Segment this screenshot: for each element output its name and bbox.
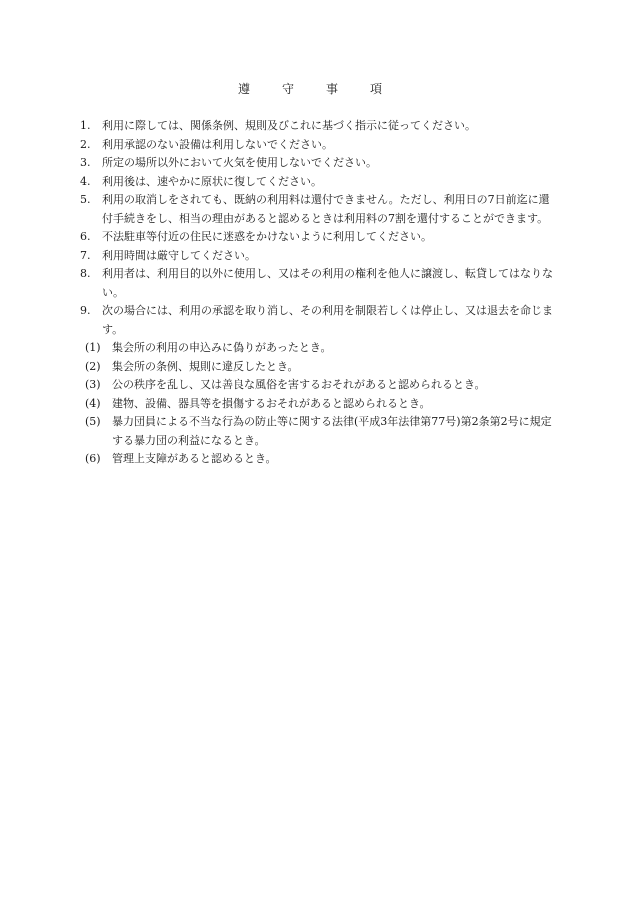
rule-item xyxy=(80,136,555,155)
document-title: 遵 守 事 項 xyxy=(237,82,392,96)
rule-text: 利用に際しては、関係条例、規則及びこれに基づく指示に従ってください。 xyxy=(102,119,476,132)
rule-text: 利用時間は厳守してください。 xyxy=(102,248,256,262)
sub-rule-number: (5) xyxy=(85,415,101,428)
rule-item xyxy=(80,191,555,228)
sub-rule-text: 集会所の条例、規則に違反したとき。 xyxy=(112,359,299,373)
rules-list xyxy=(80,117,555,469)
sub-rule-number: (3) xyxy=(85,378,101,391)
rule-number: 5. xyxy=(80,193,91,206)
rule-item xyxy=(80,173,555,192)
rule-text: 利用承認のない設備は利用しないでください。 xyxy=(102,137,333,151)
sub-rule-number: (2) xyxy=(85,359,101,373)
rule-number: 9. xyxy=(80,304,91,317)
rule-number: 2. xyxy=(80,137,91,151)
rule-text: 利用者は、利用目的以外に使用し、又はその利用の権利を他人に譲渡し、転貸してはなりない。 xyxy=(102,267,553,299)
sub-rule-text: 暴力団員による不当な行為の防止等に関する法律(平成3年法律第77号)第2条第2号に規定する暴力団の利益になるとき。 xyxy=(112,415,552,447)
rule-number: 6. xyxy=(80,230,91,243)
sub-rule-number: (6) xyxy=(85,452,101,465)
sub-rule-item xyxy=(85,413,555,450)
rule-item xyxy=(80,228,555,247)
rule-item xyxy=(80,247,555,266)
rule-text: 利用後は、速やかに原状に復してください。 xyxy=(102,174,322,188)
rule-text: 不法駐車等付近の住民に迷惑をかけないように利用してください。 xyxy=(102,230,432,243)
sub-rule-item xyxy=(85,339,555,358)
sub-rule-item xyxy=(85,376,555,395)
sub-rule-item xyxy=(85,395,555,414)
rule-number: 3. xyxy=(80,156,91,169)
rule-text: 利用の取消しをされても、既納の利用料は還付できません。ただし、利用日の7日前迄に還付手続きをし、相当の理由があると認めるときは利用料の7割を還付することができます。 xyxy=(102,193,550,225)
rule-text: 次の場合には、利用の承認を取り消し、その利用を制限若しくは停止し、又は退去を命じます。 xyxy=(102,304,553,336)
sub-rule-item xyxy=(85,450,555,469)
rule-number: 4. xyxy=(80,174,91,188)
rule-item xyxy=(80,302,555,339)
rule-item xyxy=(80,154,555,173)
rule-number: 8. xyxy=(80,267,91,280)
sub-rule-item xyxy=(85,358,555,377)
sub-rule-text: 集会所の利用の申込みに偽りがあったとき。 xyxy=(112,341,332,354)
rule-number: 1. xyxy=(80,119,91,132)
sub-rule-number: (1) xyxy=(85,341,101,354)
sub-rule-text: 建物、設備、器具等を損傷するおそれがあると認められるとき。 xyxy=(112,396,431,410)
rule-number: 7. xyxy=(80,248,91,262)
rule-text: 所定の場所以外において火気を使用しないでください。 xyxy=(102,156,377,169)
rule-item xyxy=(80,265,555,302)
sub-rule-text: 公の秩序を乱し、又は善良な風俗を害するおそれがあると認められるとき。 xyxy=(112,378,486,391)
sub-rule-text: 管理上支障があると認めるとき。 xyxy=(112,452,277,465)
rule-item xyxy=(80,117,555,136)
sub-rule-number: (4) xyxy=(85,396,101,410)
